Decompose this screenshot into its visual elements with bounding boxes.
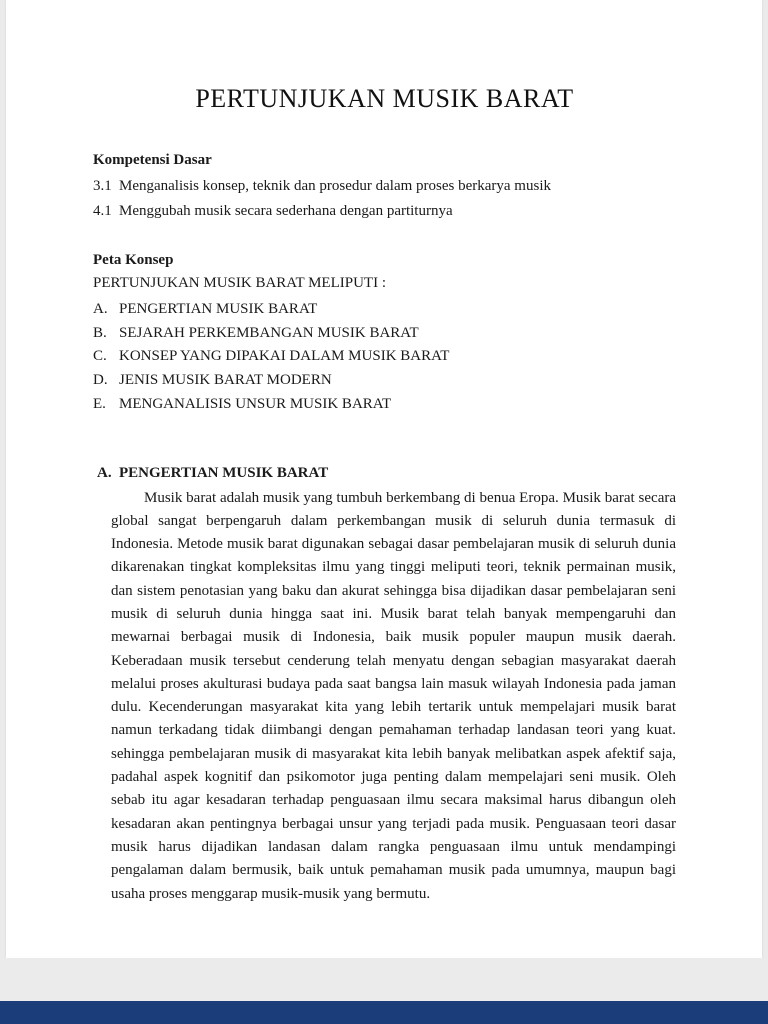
kompetensi-item-number: 4.1: [93, 203, 112, 219]
peta-konsep-heading: Peta Konsep: [93, 252, 174, 268]
peta-list-item: [93, 369, 676, 393]
page-content: [6, 0, 762, 906]
kompetensi-item: [93, 199, 676, 224]
viewer-background-gap: [0, 958, 768, 1001]
peta-konsep-list: [93, 298, 676, 417]
kompetensi-dasar-heading: Kompetensi Dasar: [93, 152, 212, 168]
pengertian-section-heading: [97, 465, 676, 482]
kompetensi-list: [93, 174, 676, 224]
peta-item-text: MENGANALISIS UNSUR MUSIK BARAT: [119, 395, 392, 412]
kompetensi-item-text: Menganalisis konsep, teknik dan prosedur dalam proses berkarya musik: [119, 178, 551, 194]
peta-item-label: E.: [93, 395, 106, 412]
peta-konsep-intro: PERTUNJUKAN MUSIK BARAT MELIPUTI :: [93, 275, 387, 291]
peta-item-text: PENGERTIAN MUSIK BARAT: [119, 301, 318, 317]
peta-item-text: JENIS MUSIK BARAT MODERN: [119, 372, 332, 389]
peta-item-text: KONSEP YANG DIPAKAI DALAM MUSIK BARAT: [119, 348, 450, 365]
kompetensi-item: [93, 174, 676, 199]
pengertian-heading-text: PENGERTIAN MUSIK BARAT: [119, 464, 329, 481]
pengertian-heading-label: A.: [97, 464, 112, 481]
peta-list-item: [93, 345, 676, 369]
peta-item-label: C.: [93, 348, 107, 365]
peta-list-item: [93, 298, 676, 322]
document-page: [6, 0, 762, 958]
viewer-footer-bar: [0, 1001, 768, 1024]
peta-item-label: D.: [93, 372, 108, 389]
peta-item-label: B.: [93, 324, 107, 341]
kompetensi-item-text: Menggubah musik secara sederhana dengan partiturnya: [119, 203, 453, 219]
peta-list-item: [93, 322, 676, 346]
peta-item-label: A.: [93, 301, 108, 317]
document-title: PERTUNJUKAN MUSIK BARAT: [195, 84, 574, 113]
kompetensi-item-number: 3.1: [93, 178, 112, 194]
pengertian-paragraph: Musik barat adalah musik yang tumbuh berkembang di benua Eropa. Musik barat secara global sangat berpengaruh dalam perkembangan musik di seluruh dunia termasuk di Indonesia. Metode musik barat digunakan sebagai dasar pembelajaran musik di seluruh dunia dikarenakan tingkat kompleksitas ilmu yang tinggi meliputi teori, teknik permainan musik, dan sistem penotasian yang baku dan akurat sehingga bisa dijadikan dasar pembelajaran seni musik di seluruh dunia hingga saat ini. Musik barat telah banyak mempengaruhi dan mewarnai berbagai musik di Indonesia, baik musik populer maupun musik daerah. Keberadaan musik tersebut cenderung telah menyatu dengan sebagian masyarakat daerah melalui proses akulturasi budaya pada saat bangsa lain masuk wilayah Indonesia pada jaman dulu. Kecenderungan masyarakat kita yang lebih tertarik untuk mempelajari musik barat namun terkadang tidak diimbangi dengan pemahaman terhadap landasan teori yang kuat. sehingga pembelajaran musik di masyarakat kita lebih banyak melibatkan aspek afektif saja, padahal aspek kognitif dan psikomotor juga penting dalam mempelajari seni musik. Oleh sebab itu agar kesadaran terhadap penguasaan ilmu secara maksimal harus dibangun oleh kesadaran akan pentingnya berbagai unsur yang terjadi pada musik. Penguasaan teori dasar musik harus dijadikan landasan dalam rangka penguasaan ilmu untuk mendampingi pengalaman dalam bermusik, baik untuk pemahaman musik pada umumnya, maupun bagi usaha proses menggarap musik-musik yang bermutu.: [111, 489, 676, 902]
peta-list-item: [93, 393, 676, 417]
peta-item-text: SEJARAH PERKEMBANGAN MUSIK BARAT: [119, 324, 419, 341]
